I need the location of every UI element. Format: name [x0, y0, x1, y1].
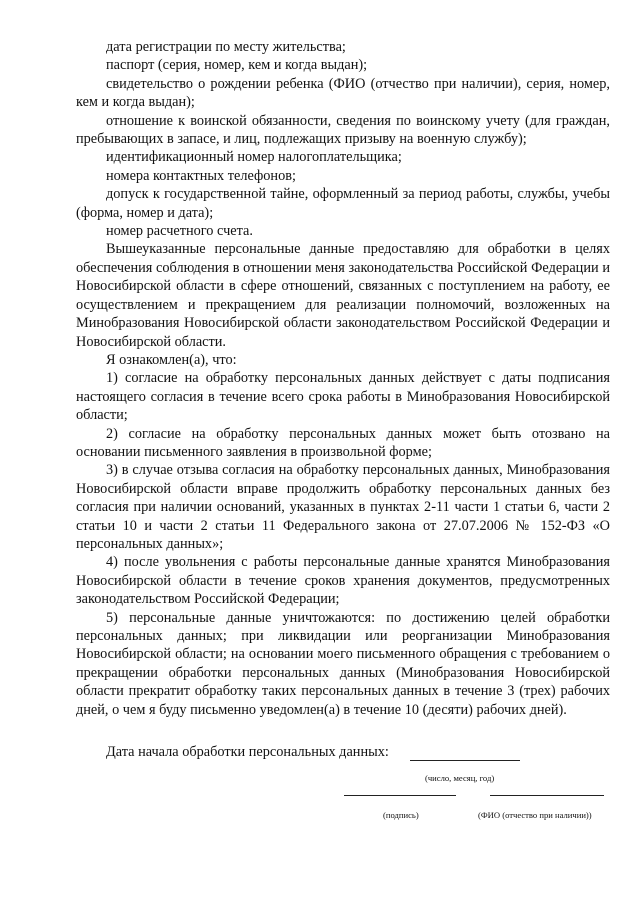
- paragraph-item-2: 2) согласие на обработку персональных данных может быть отозвано на основании письменного заявления в произвольной форме;: [76, 425, 610, 460]
- paragraph-phones: номера контактных телефонов;: [106, 167, 296, 184]
- paragraph-account-number: номер расчетного счета.: [106, 223, 253, 240]
- start-date-hint: (число, месяц, год): [425, 773, 495, 783]
- paragraph-item-3: 3) в случае отзыва согласия на обработку персональных данных, Минобразования Новосибирской области вправе продолжить обработку персональных данных без согласия при наличии оснований, указанных в пунктах 2-11 части 1 статьи 6, части 2 статьи 10 и части 2 статьи 11 Федерального закона от 27.07.2006 № 152-ФЗ «О персональных данных»;: [76, 462, 610, 552]
- start-date-label: Дата начала обработки персональных данных:: [106, 744, 389, 760]
- paragraph-acknowledgement: Я ознакомлен(а), что:: [106, 351, 237, 368]
- paragraph-purpose: Вышеуказанные персональные данные предоставляю для обработки в целях обеспечения соблюдения в отношении меня законодательства Российской Федерации и Новосибирской области в сфере отношений, связанных с поступлением на работу, ее осуществлением и прекращением для реализации полномочий, возложенных на Минобразования Новосибирской области законодательством Российской Федерации и Новосибирской области.: [76, 241, 610, 350]
- signature-line[interactable]: [344, 786, 456, 796]
- document-body: [76, 38, 610, 719]
- full-name-line[interactable]: [490, 786, 604, 796]
- paragraph-item-4: 4) после увольнения с работы персональные данные хранятся Минобразования Новосибирской области в течение сроков хранения документов, предусмотренных законодательством Российской Федерации;: [76, 554, 610, 608]
- paragraph-passport: паспорт (серия, номер, кем и когда выдан);: [106, 57, 368, 74]
- paragraph-registration-date: дата регистрации по месту жительства;: [106, 39, 346, 55]
- paragraph-item-5: 5) персональные данные уничтожаются: по достижению целей обработки персональных данных; при ликвидации или реорганизации Минобразования Новосибирской области; на основании моего письменного обращения с требованием о прекращении обработки персональных данных (Минобразования Новосибирской области прекратит обработку таких персональных данных в течение 3 (трех) рабочих дней, о чем я буду письменно уведомлен(а) в течение 10 (десяти) рабочих дней).: [76, 609, 610, 718]
- paragraph-item-1: 1) согласие на обработку персональных данных действует с даты подписания настоящего согласия в течение всего срока работы в Минобразования Новосибирской области;: [76, 370, 610, 424]
- paragraph-tax-id: идентификационный номер налогоплательщика;: [106, 149, 402, 166]
- start-date-line[interactable]: [410, 745, 520, 761]
- paragraph-birth-certificate: свидетельство о рождении ребенка (ФИО (отчество при наличии), серия, номер, кем и когда выдан);: [76, 75, 610, 111]
- paragraph-military: отношение к воинской обязанности, сведения по воинскому учету (для граждан, пребывающих в запасе, и лиц, подлежащих призыву на военную службу);: [76, 112, 610, 148]
- full-name-hint: (ФИО (отчество при наличии)): [478, 810, 592, 820]
- paragraph-secret-clearance: допуск к государственной тайне, оформленный за период работы, службы, учебы (форма, номер и дата);: [76, 186, 610, 221]
- signature-hint: (подпись): [383, 810, 419, 820]
